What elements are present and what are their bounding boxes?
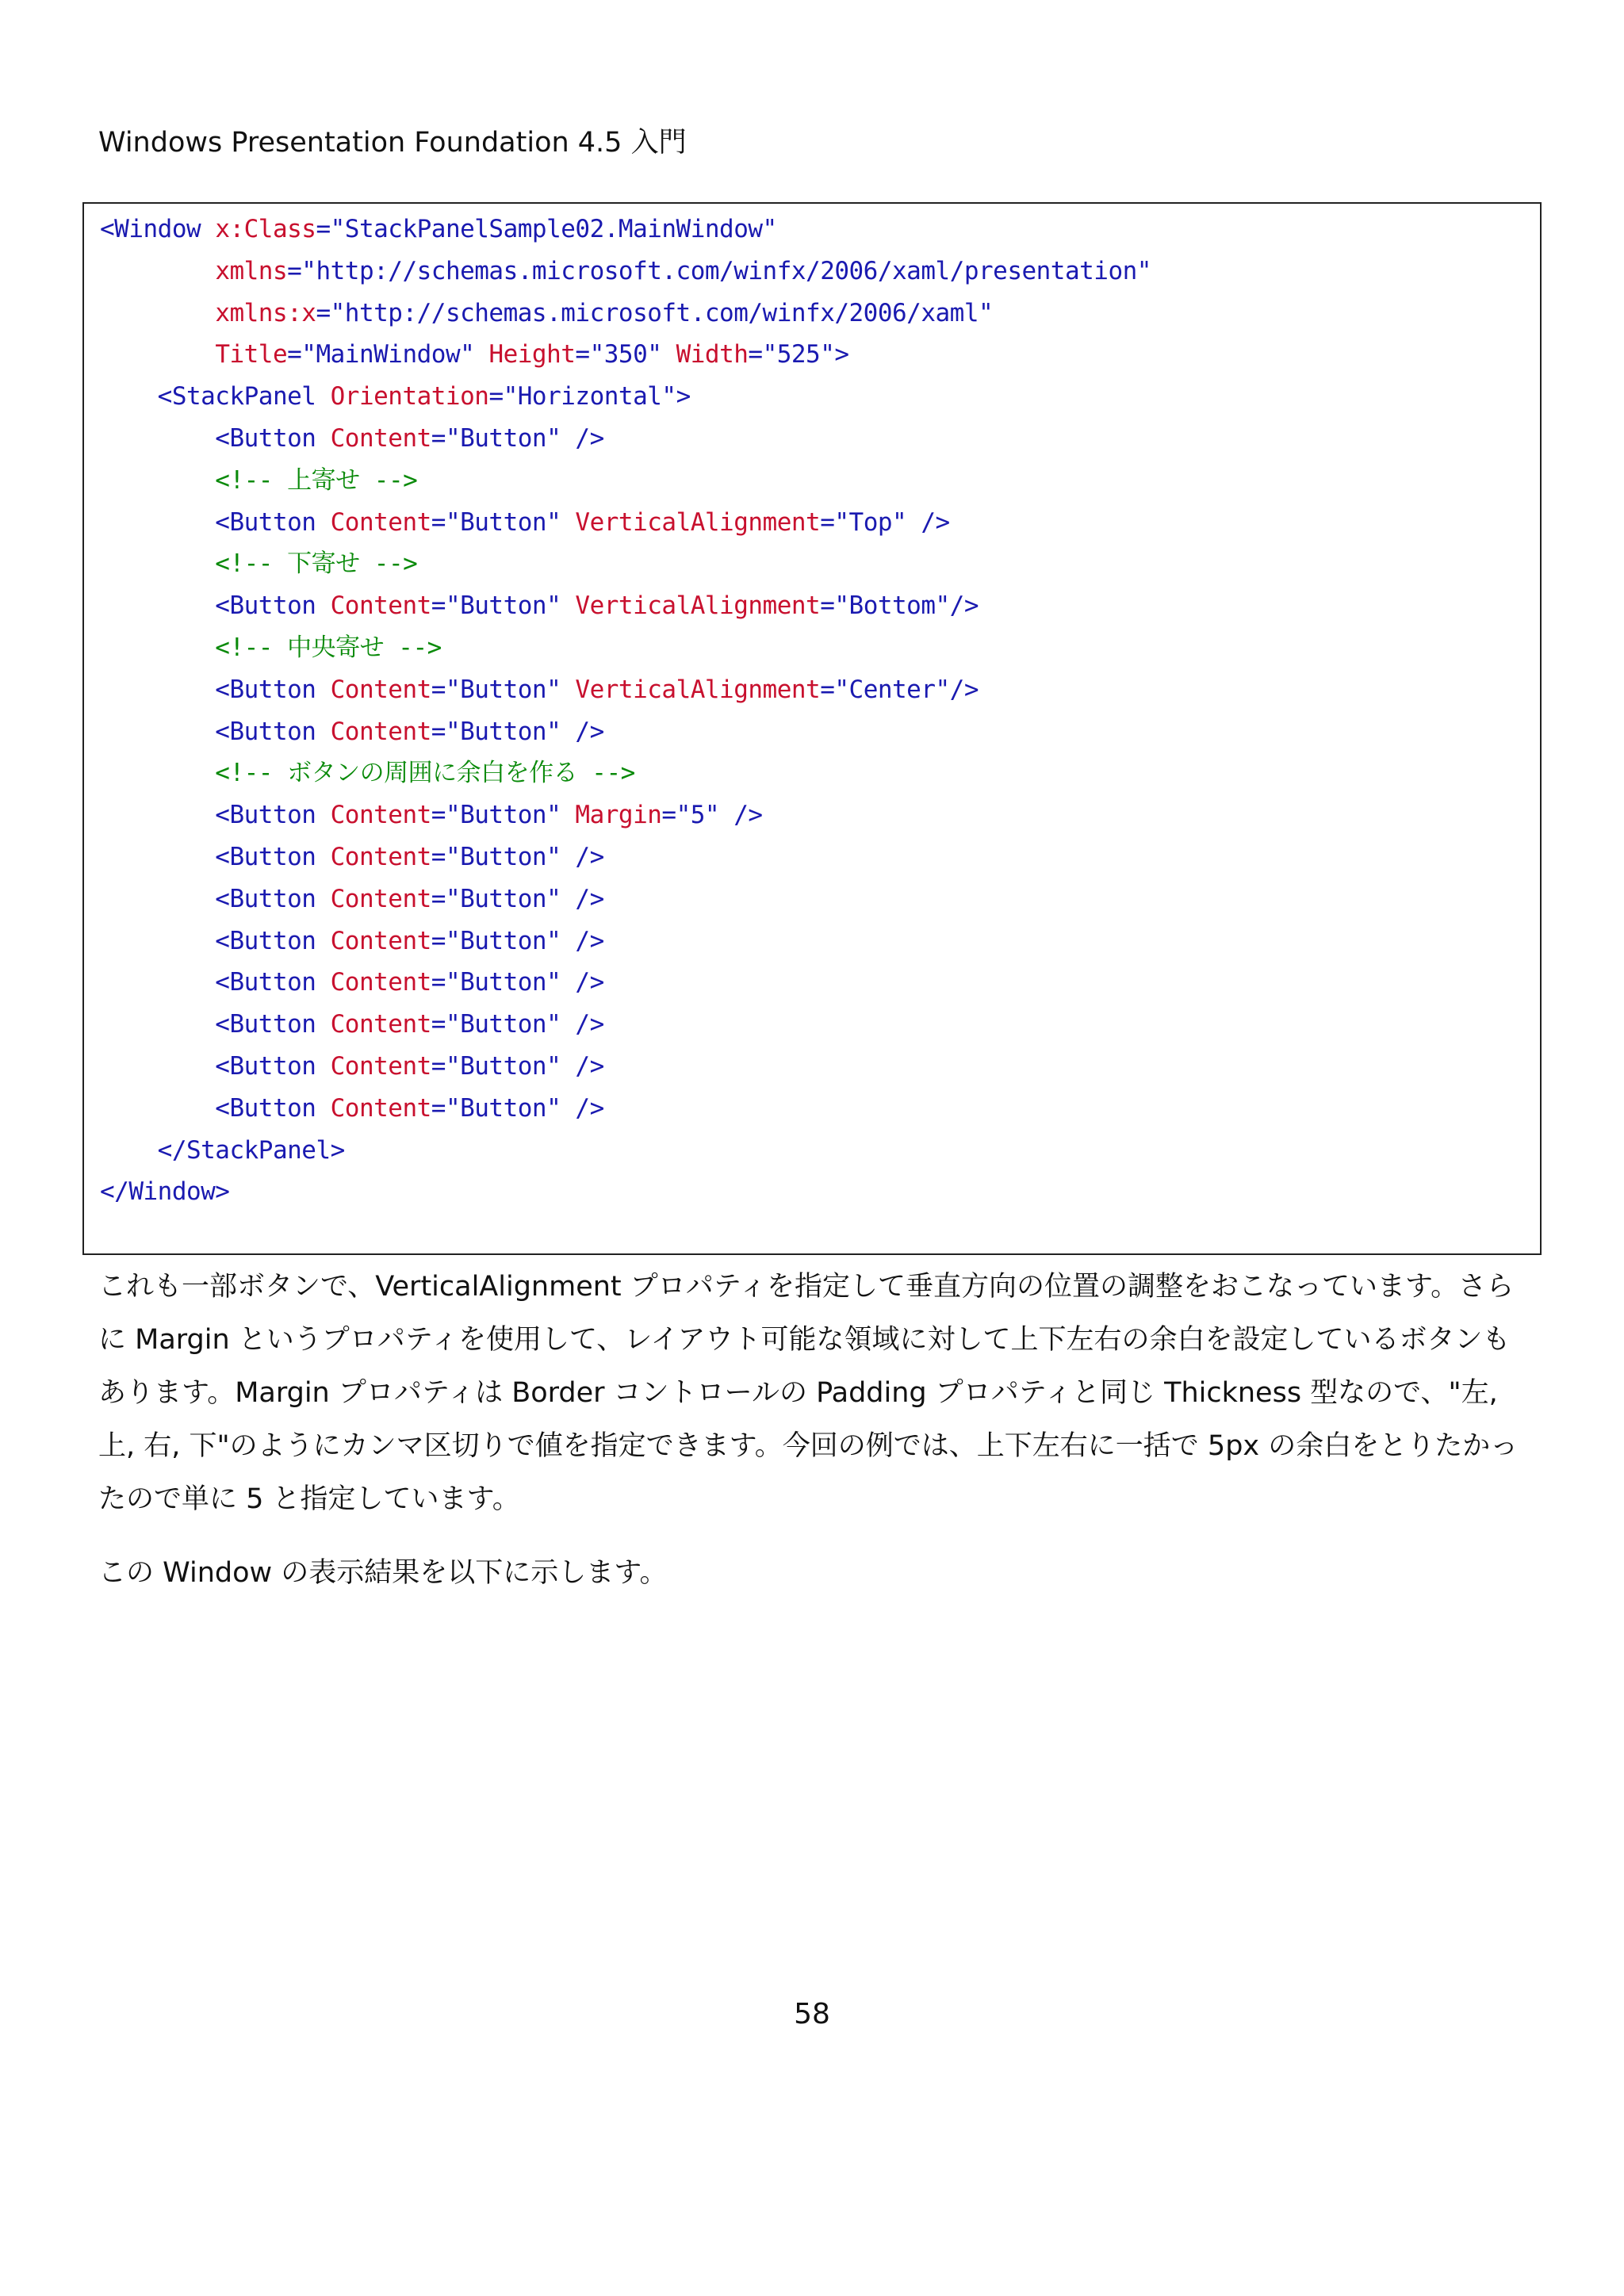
code-token: ="http://schemas.microsoft.com/winfx/2006/xaml/presentation" [287, 256, 1151, 285]
code-token: Content [330, 1051, 431, 1081]
code-token [100, 299, 215, 327]
code-token: ="Button" [431, 675, 576, 704]
code-line [100, 376, 1532, 418]
code-token: Height [488, 340, 576, 369]
code-token: ="Button" /> [431, 1051, 604, 1081]
code-line [100, 293, 1532, 335]
code-token: Content [330, 801, 431, 830]
code-line [100, 669, 1532, 711]
code-line [100, 543, 1532, 585]
code-listing-box [82, 202, 1542, 1255]
code-token: ="5" /> [661, 801, 763, 830]
code-token: <!-- 上寄せ --> [100, 465, 418, 495]
code-token: Content [330, 591, 431, 621]
code-token: ="Button" /> [431, 1010, 604, 1039]
code-token: ="MainWindow" [287, 340, 489, 369]
code-token: <Button [100, 717, 331, 746]
code-token: <Button [100, 507, 331, 537]
code-token: ="525"> [748, 340, 849, 369]
code-token: Title [215, 340, 288, 369]
code-token: x:Class [215, 215, 316, 243]
code-token: ="350" [575, 340, 676, 369]
code-token: <Button [100, 801, 331, 830]
code-token: Content [330, 423, 431, 453]
code-token: Content [330, 968, 431, 997]
code-line [100, 752, 1532, 794]
code-token: <Button [100, 591, 331, 621]
code-line [100, 836, 1532, 878]
code-line [100, 1004, 1532, 1046]
code-line [100, 585, 1532, 627]
code-line [100, 1088, 1532, 1130]
xaml-code-listing [100, 209, 1532, 1213]
code-line [100, 334, 1532, 376]
code-token: <Button [100, 968, 331, 997]
code-line [100, 1171, 1532, 1213]
code-line [100, 502, 1532, 544]
code-token: ="StackPanelSample02.MainWindow" [316, 215, 777, 243]
code-token: VerticalAlignment [575, 507, 821, 537]
code-token: <Window [100, 215, 216, 243]
code-token: ="Horizontal"> [488, 382, 691, 411]
code-token: <Button [100, 423, 331, 453]
code-token: <StackPanel [100, 382, 331, 411]
code-token: xmlns [215, 256, 288, 285]
code-line [100, 418, 1532, 460]
code-token: ="Center"/> [820, 675, 979, 704]
code-token: ="Button" /> [431, 968, 604, 997]
code-token: ="Button" /> [431, 884, 604, 913]
code-token: <Button [100, 1010, 331, 1039]
code-token: <Button [100, 842, 331, 871]
code-token: <!-- 下寄せ --> [100, 549, 418, 579]
code-token: ="Button" /> [431, 842, 604, 871]
code-line [100, 711, 1532, 753]
code-line [100, 627, 1532, 669]
code-token: xmlns:x [215, 298, 316, 327]
code-token: ="Top" /> [820, 507, 950, 537]
code-token: ="Button" /> [431, 717, 604, 746]
code-token: Content [330, 717, 431, 746]
code-line [100, 1130, 1532, 1172]
paragraph-explanation: これも一部ボタンで、VerticalAlignment プロパティを指定して垂直方向の位置の調整をおこなっています。さらに Margin というプロパティを使用して、レイアウト可能な領域に対して上下左右の余白を設定しているボタンもあります。Margin プロパティは Border コントロールの Padding プロパティと同じ Thickness 型なので、"左, 上, 右, 下"のようにカンマ区切りで値を指定できます。今回の例では、上下左右に一括で 5px の余白をとりたかったので単に 5 と指定しています。 [98, 1271, 1519, 1515]
code-token [100, 257, 215, 285]
code-token: ="Button" [431, 591, 576, 621]
code-token: Width [676, 340, 749, 369]
code-token: Content [330, 675, 431, 704]
code-token [100, 340, 215, 369]
code-token: <!-- 中央寄せ --> [100, 633, 442, 662]
code-token: ="Button" /> [431, 423, 604, 453]
code-line [100, 794, 1532, 836]
code-line [100, 962, 1532, 1004]
code-token: Content [330, 926, 431, 955]
code-token: ="Bottom"/> [820, 591, 979, 621]
code-token: Content [330, 884, 431, 913]
body-text [98, 1261, 1526, 1600]
code-token: VerticalAlignment [575, 591, 821, 621]
code-token: Content [330, 842, 431, 871]
code-token: ="Button" /> [431, 1093, 604, 1123]
code-token: Content [330, 1010, 431, 1039]
code-line [100, 251, 1532, 293]
code-token: ="Button" [431, 801, 576, 830]
code-line [100, 920, 1532, 962]
code-token: <!-- ボタンの周囲に余白を作る --> [100, 759, 635, 788]
code-token: <Button [100, 884, 331, 913]
code-line [100, 878, 1532, 920]
code-line [100, 1046, 1532, 1088]
code-token: </StackPanel> [100, 1135, 345, 1165]
code-token: <Button [100, 926, 331, 955]
paragraph-result-intro: この Window の表示結果を以下に示します。 [98, 1557, 668, 1589]
running-header: Windows Presentation Foundation 4.5 入門 [98, 127, 687, 159]
code-token: <Button [100, 1051, 331, 1081]
code-token: ="Button" [431, 507, 576, 537]
code-token: </Window> [100, 1177, 230, 1207]
code-line [100, 209, 1532, 251]
code-token: Margin [575, 801, 662, 830]
code-token: <Button [100, 675, 331, 704]
code-token: VerticalAlignment [575, 675, 821, 704]
code-token: ="Button" /> [431, 926, 604, 955]
code-token: <Button [100, 1093, 331, 1123]
code-token: Content [330, 1093, 431, 1123]
code-token: ="http://schemas.microsoft.com/winfx/2006/xaml" [316, 298, 994, 327]
code-line [100, 460, 1532, 502]
page-number: 58 [794, 1998, 830, 2030]
code-token: Content [330, 507, 431, 537]
code-token: Orientation [330, 382, 489, 411]
